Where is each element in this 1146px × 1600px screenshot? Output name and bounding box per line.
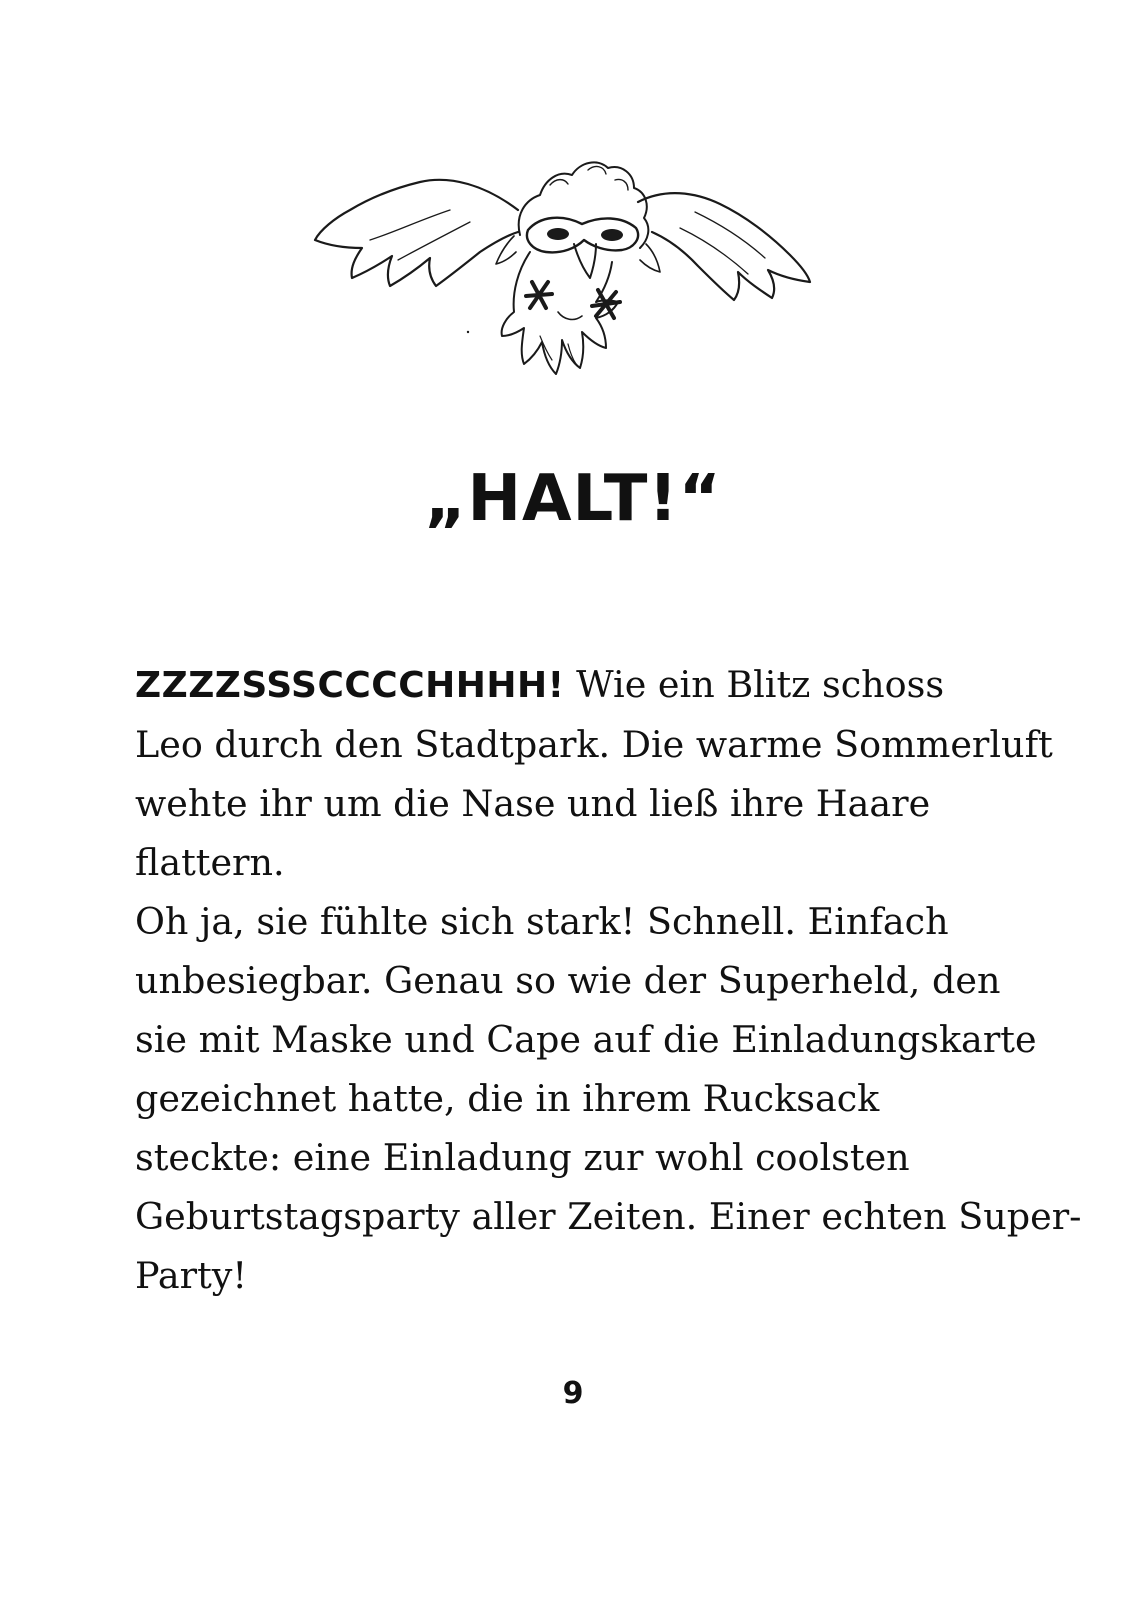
text-line: sie mit Maske und Cape auf die Einladungskarte: [135, 1018, 1037, 1061]
text-line: Party!: [135, 1254, 248, 1297]
text-line: [135, 655, 1035, 715]
text-line: Leo durch den Stadtpark. Die warme Sommerluft: [135, 723, 1053, 766]
story-paragraph: [135, 655, 1082, 1305]
sound-effect-word: ZZZZSSSCCCCHHHH!: [135, 665, 565, 706]
text-line: Oh ja, sie fühlte sich stark! Schnell. Einfach: [135, 900, 949, 943]
page-number: 9: [562, 1376, 584, 1411]
text-line: Geburtstagsparty aller Zeiten. Einer echten Super-: [135, 1195, 1082, 1238]
text-line: flattern.: [135, 841, 285, 884]
text-line: steckte: eine Einladung zur wohl coolsten: [135, 1136, 910, 1179]
chapter-title: „HALT!“: [424, 462, 722, 536]
owl-superhero-sketch-icon: [300, 140, 820, 425]
text-line: unbesiegbar. Genau so wie der Superheld, den: [135, 959, 1001, 1002]
text-line-fragment: Wie ein Blitz schoss: [564, 663, 945, 706]
text-line: wehte ihr um die Nase und ließ ihre Haare: [135, 782, 931, 825]
text-line: gezeichnet hatte, die in ihrem Rucksack: [135, 1077, 880, 1120]
